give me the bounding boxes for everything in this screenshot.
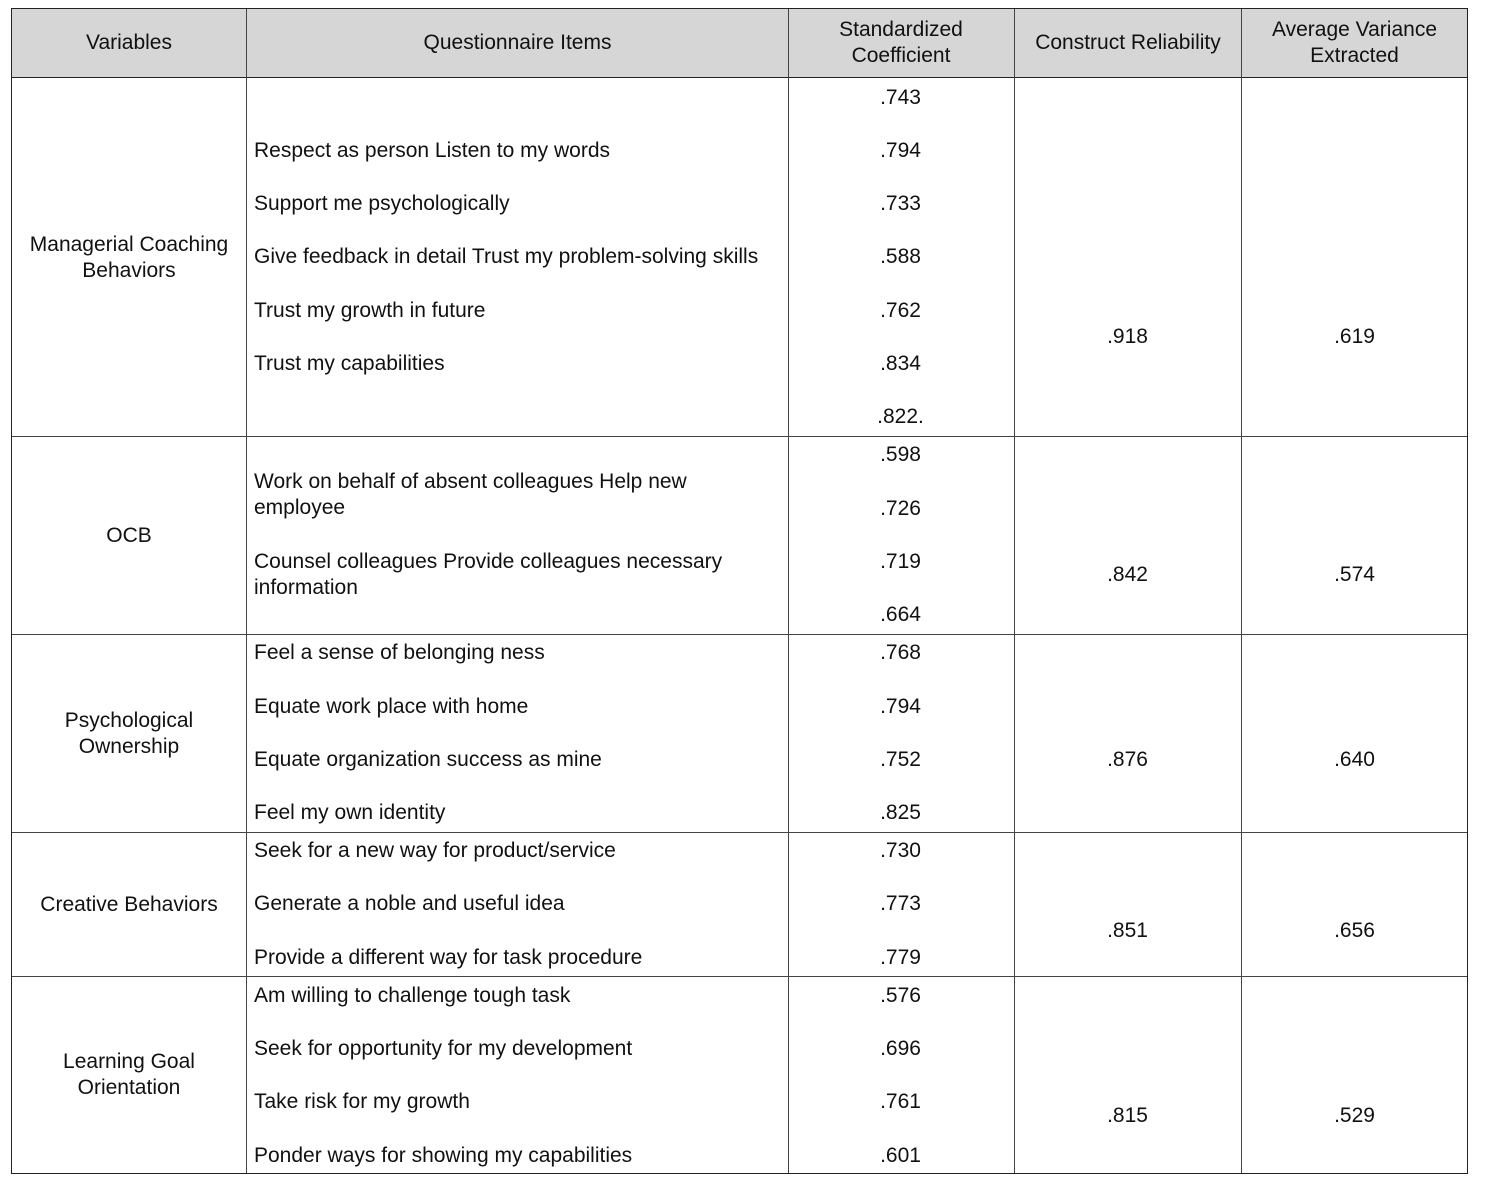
- coefficient-value: .719: [880, 550, 921, 573]
- table-header-row: [12, 9, 1467, 78]
- coefficient-value: .834: [880, 352, 921, 375]
- coefficient-value: .794: [880, 695, 921, 718]
- item-text: Counsel colleagues Provide colleagues necessary information: [254, 550, 723, 599]
- item-text: Trust my capabilities: [254, 352, 445, 375]
- item-text: Am willing to challenge tough task: [254, 984, 571, 1007]
- construct-reliability-value: .815: [1107, 1104, 1148, 1127]
- ave-value: .656: [1334, 919, 1375, 942]
- item-text: Respect as person Listen to my words: [254, 139, 610, 162]
- coefficient-value: .825: [880, 801, 921, 824]
- coefficient-value: .743: [880, 86, 921, 109]
- header-variables: Variables: [86, 31, 172, 54]
- coefficient-value: .664: [880, 603, 921, 626]
- item-text: Give feedback in detail Trust my problem-solving skills: [254, 245, 759, 268]
- item-text: Provide a different way for task procedure: [254, 946, 643, 969]
- coefficient-value: .576: [880, 984, 921, 1007]
- coefficient-value: .588: [880, 245, 921, 268]
- construct-reliability-value: .918: [1107, 325, 1148, 348]
- coefficient-value: .598: [880, 443, 921, 466]
- coefficient-value: .761: [880, 1090, 921, 1113]
- item-text: Feel a sense of belonging ness: [254, 641, 545, 664]
- item-text: Support me psychologically: [254, 192, 510, 215]
- coefficient-value: .794: [880, 139, 921, 162]
- coefficient-value: .773: [880, 892, 921, 915]
- header-construct-reliability: Construct Reliability: [1035, 31, 1221, 54]
- variable-ocb: OCB: [106, 523, 152, 547]
- construct-reliability-value: .851: [1107, 919, 1148, 942]
- header-questionnaire-items: Questionnaire Items: [423, 31, 612, 54]
- header-standardized-coefficient: Standardized Coefficient: [839, 18, 963, 67]
- coefficient-value: .696: [880, 1037, 921, 1060]
- coefficient-value: .726: [880, 497, 921, 520]
- ave-value: .574: [1334, 563, 1375, 586]
- ave-value: .529: [1334, 1104, 1375, 1127]
- variable-creative-behaviors: Creative Behaviors: [40, 892, 218, 916]
- item-text: Equate work place with home: [254, 695, 529, 718]
- coefficient-value: .730: [880, 839, 921, 862]
- column-divider: [246, 9, 247, 1173]
- construct-reliability-value: .842: [1107, 563, 1148, 586]
- coefficient-value: .601: [880, 1144, 921, 1167]
- item-text: Work on behalf of absent colleagues Help new employee: [254, 470, 687, 519]
- coefficient-value: .752: [880, 748, 921, 771]
- column-divider: [1241, 9, 1242, 1173]
- coefficient-value: .779: [880, 946, 921, 969]
- construct-reliability-value: .876: [1107, 748, 1148, 771]
- variable-managerial-coaching: Managerial Coaching Behaviors: [29, 232, 229, 282]
- item-text: Seek for a new way for product/service: [254, 839, 616, 862]
- item-text: Seek for opportunity for my development: [254, 1037, 633, 1060]
- item-text: Equate organization success as mine: [254, 748, 602, 771]
- item-text: Ponder ways for showing my capabilities: [254, 1144, 633, 1167]
- results-table: [11, 8, 1468, 1174]
- coefficient-value: .822.: [877, 405, 924, 428]
- ave-value: .640: [1334, 748, 1375, 771]
- column-divider: [1014, 9, 1015, 1173]
- item-text: Take risk for my growth: [254, 1090, 470, 1113]
- item-text: Generate a noble and useful idea: [254, 892, 565, 915]
- coefficient-value: .762: [880, 299, 921, 322]
- item-text: Trust my growth in future: [254, 299, 486, 322]
- item-text: Feel my own identity: [254, 801, 446, 824]
- coefficient-value: .733: [880, 192, 921, 215]
- variable-psychological-ownership: Psychological Ownership: [64, 708, 194, 758]
- variable-learning-goal-orientation: Learning Goal Orientation: [63, 1050, 195, 1099]
- header-average-variance-extracted: Average Variance Extracted: [1272, 18, 1437, 67]
- coefficient-value: .768: [880, 641, 921, 664]
- ave-value: .619: [1334, 325, 1375, 348]
